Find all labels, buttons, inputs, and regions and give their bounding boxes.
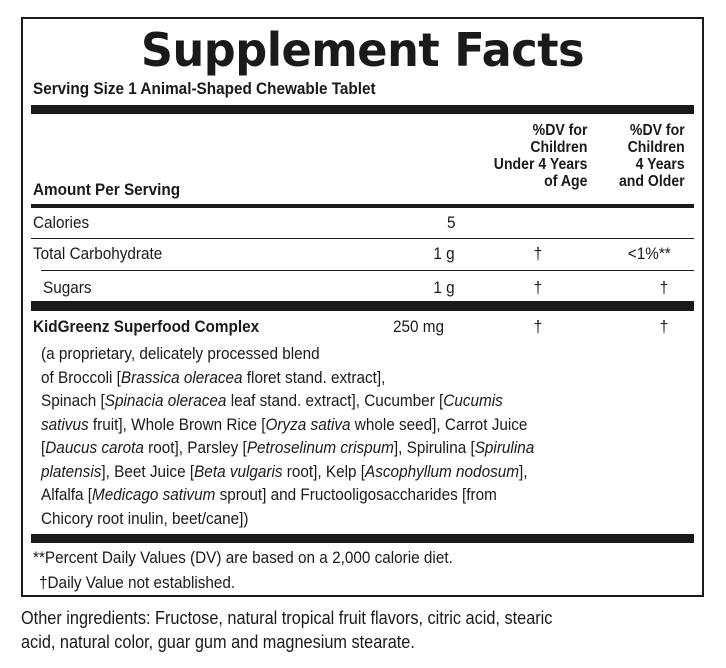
complex-name: KidGreenz Superfood Complex <box>33 317 260 336</box>
dv-under4-header: %DV for Children Under 4 Years of Age <box>493 122 587 190</box>
latin-name: Ascophyllum nodosum <box>365 461 519 481</box>
complex-amount: 250 mg <box>393 317 445 336</box>
complex-description-line <box>41 413 671 437</box>
description-text: of Broccoli [ <box>41 367 121 387</box>
supplement-facts-panel <box>21 17 704 597</box>
header-divider <box>31 204 694 208</box>
description-text: ], <box>518 461 528 481</box>
dv-4plus-header: %DV for Children 4 Years and Older <box>619 122 685 190</box>
latin-name: Petroselinum crispum <box>246 438 394 457</box>
latin-name: platensis <box>41 461 102 481</box>
footnote-dv-not-established: †Daily Value not established. <box>39 573 236 592</box>
row-dv-4plus-total-carbohydrate: <1%** <box>628 244 671 263</box>
row-divider <box>31 238 694 239</box>
description-text: ], Beet Juice [ <box>101 461 195 481</box>
complex-description <box>41 342 671 530</box>
description-text: ], Spirulina [ <box>393 438 475 457</box>
description-text: Alfalfa [ <box>41 485 93 504</box>
description-text: root], Kelp [ <box>282 461 366 481</box>
row-name-total-carbohydrate: Total Carbohydrate <box>33 244 163 263</box>
complex-description-line <box>41 366 671 390</box>
amount-per-serving-header: Amount Per Serving <box>33 180 181 199</box>
thick-divider <box>31 301 694 311</box>
description-text: root], Parsley [ <box>143 438 247 457</box>
latin-name: Beta vulgaris <box>194 461 283 481</box>
panel-title: Supplement Facts <box>140 23 585 77</box>
other-ingredients-line: Other ingredients: Fructose, natural tropical fruit flavors, citric acid, stearic <box>21 608 553 628</box>
other-ingredients-line: acid, natural color, guar gum and magnesium stearate. <box>21 632 415 652</box>
complex-description-line <box>41 507 671 531</box>
complex-description-line <box>41 436 671 460</box>
description-text: leaf stand. extract], Cucumber [ <box>226 391 444 410</box>
description-text: [ <box>41 438 46 457</box>
row-dv-under4-sugars: † <box>533 278 543 297</box>
row-amount-sugars: 1 g <box>433 278 455 297</box>
description-text: Chicory root inulin, beet/cane]) <box>41 508 249 528</box>
footnote-percent-dv: **Percent Daily Values (DV) are based on a 2,000 calorie diet. <box>33 548 453 567</box>
latin-name: Daucus carota <box>45 438 144 457</box>
latin-name: Spinacia oleracea <box>104 391 227 410</box>
latin-name: Cucumis <box>443 391 503 410</box>
row-amount-total-carbohydrate: 1 g <box>433 244 455 263</box>
latin-name: Oryza sativa <box>265 414 351 434</box>
row-dv-4plus-sugars: † <box>659 278 669 297</box>
row-name-sugars: Sugars <box>43 278 92 297</box>
description-text: sprout] and Fructooligosaccharides [from <box>215 485 497 504</box>
serving-size: Serving Size 1 Animal-Shaped Chewable Tablet <box>33 79 376 98</box>
description-text: floret stand. extract], <box>242 367 386 387</box>
description-text: (a proprietary, delicately processed blend <box>41 344 320 363</box>
complex-description-line <box>41 460 671 484</box>
row-amount-calories: 5 <box>446 213 455 232</box>
latin-name: Brassica oleracea <box>120 367 243 387</box>
complex-description-line <box>41 389 671 413</box>
description-text: whole seed], Carrot Juice <box>350 414 528 434</box>
complex-dv-under4: † <box>533 317 543 336</box>
latin-name: Spirulina <box>474 438 535 457</box>
latin-name: sativus <box>41 414 89 434</box>
other-ingredients <box>21 606 709 654</box>
row-dv-under4-total-carbohydrate: † <box>533 244 543 263</box>
description-text: fruit], Whole Brown Rice [ <box>88 414 266 434</box>
thick-divider <box>31 534 694 543</box>
row-divider <box>41 270 694 271</box>
complex-description-line <box>41 342 671 366</box>
thick-divider <box>31 105 694 114</box>
description-text: Spinach [ <box>41 391 105 410</box>
latin-name: Medicago sativum <box>92 485 216 504</box>
complex-dv-4plus: † <box>659 317 669 336</box>
complex-description-line <box>41 483 671 507</box>
row-name-calories: Calories <box>33 213 90 232</box>
